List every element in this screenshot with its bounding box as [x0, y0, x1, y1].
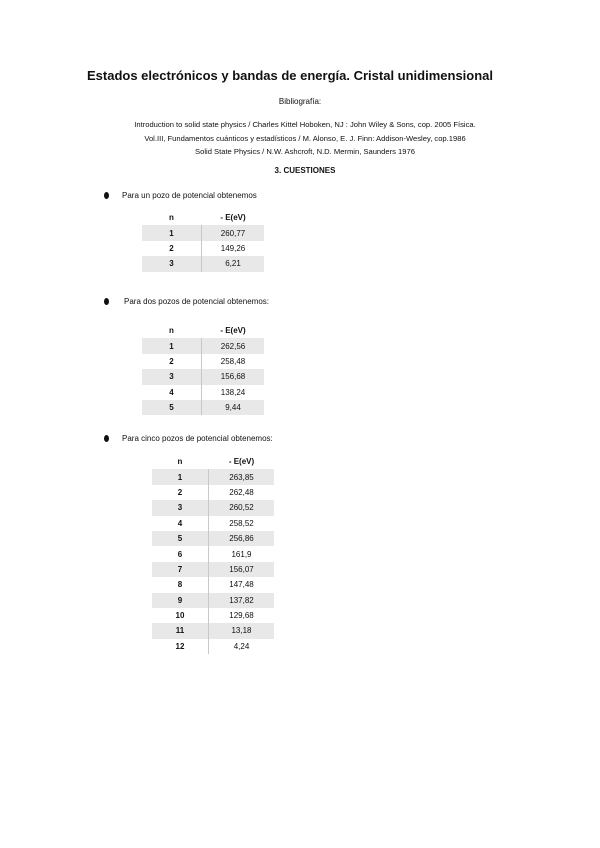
cell-n: 4 [169, 387, 174, 397]
cell-energy: 13,18 [209, 623, 275, 638]
cell-n: 2 [169, 356, 174, 366]
cell-n: 2 [177, 487, 183, 497]
table-row [142, 338, 264, 353]
energy-table [142, 323, 264, 415]
cell-energy: 138,24 [202, 385, 265, 400]
cell-n: 1 [142, 338, 202, 353]
cell-energy: 258,48 [202, 354, 265, 369]
table-row [152, 608, 274, 623]
column-header-energy: - E(eV) [202, 210, 265, 225]
table-row [142, 256, 264, 271]
cell-n: 10 [175, 611, 185, 621]
column-header-n: n [169, 326, 174, 336]
energy-table [152, 454, 274, 654]
table-row [142, 241, 264, 256]
cell-n: 5 [142, 400, 202, 415]
cell-energy: 6,21 [202, 256, 265, 271]
cell-n: 7 [152, 562, 209, 577]
table-row [152, 531, 274, 546]
cell-n: 1 [142, 225, 202, 240]
bullet-icon [104, 435, 109, 442]
bibliography-entry: Introduction to solid state physics / Charles Kittel Hoboken, NJ : John Wiley & Sons, cop. 2005 Física. [134, 120, 476, 129]
table-row [152, 516, 274, 531]
cell-energy: 260,52 [209, 500, 275, 515]
cell-energy: 161,9 [209, 546, 275, 561]
table-row [142, 354, 264, 369]
cell-n: 3 [142, 369, 202, 384]
table-row [152, 485, 274, 500]
table-row [152, 546, 274, 561]
column-header-energy: - E(eV) [209, 454, 275, 469]
item-text: Para cinco pozos de potencial obtenemos: [122, 434, 273, 443]
table-row [142, 385, 264, 400]
cell-energy: 149,26 [202, 241, 265, 256]
table-header-row [142, 210, 264, 225]
column-header-n: n [169, 213, 174, 223]
table-row [152, 623, 274, 638]
cell-energy: 256,86 [209, 531, 275, 546]
cell-energy: 263,85 [209, 469, 275, 484]
table-row [152, 577, 274, 592]
cell-n: 9 [152, 593, 209, 608]
bibliography-entry: Vol.III, Fundamentos cuánticos y estadísticos / M. Alonso, E. J. Finn: Addison-Wesley, cop.1986 [144, 133, 466, 143]
table-row [152, 562, 274, 577]
bibliography-list [0, 118, 600, 159]
table-row [142, 225, 264, 240]
column-header-energy: - E(eV) [202, 323, 265, 338]
cell-energy: 258,52 [209, 516, 275, 531]
energy-table [142, 210, 264, 272]
cell-n: 3 [142, 256, 202, 271]
cell-n: 4 [177, 518, 183, 528]
cell-energy: 4,24 [209, 639, 275, 654]
table-row [142, 369, 264, 384]
cell-energy: 9,44 [202, 400, 265, 415]
item-text: Para un pozo de potencial obtenemos [122, 191, 257, 200]
table-row [152, 593, 274, 608]
cell-energy: 156,68 [202, 369, 265, 384]
table-header-row [152, 454, 274, 469]
table-row [152, 500, 274, 515]
cell-n: 11 [152, 623, 209, 638]
cell-energy: 262,56 [202, 338, 265, 353]
cell-n: 1 [152, 469, 209, 484]
cell-energy: 129,68 [209, 608, 275, 623]
cell-n: 6 [177, 549, 183, 559]
cell-n: 8 [177, 580, 183, 590]
table-row [142, 400, 264, 415]
bullet-icon [104, 298, 109, 305]
cell-energy: 137,82 [209, 593, 275, 608]
cell-n: 5 [152, 531, 209, 546]
table-header-row [142, 323, 264, 338]
cell-n: 2 [169, 243, 174, 253]
item-text: Para dos pozos de potencial obtenemos: [124, 297, 269, 306]
cell-n: 3 [152, 500, 209, 515]
section-heading: 3. CUESTIONES [274, 166, 336, 175]
column-header-n: n [177, 457, 183, 467]
bibliography-entry: Solid State Physics / N.W. Ashcroft, N.D. Mermin, Saunders 1976 [195, 147, 415, 156]
table-row [152, 469, 274, 484]
cell-energy: 260,77 [202, 225, 265, 240]
cell-energy: 262,48 [209, 485, 275, 500]
bullet-icon [104, 192, 109, 199]
table-row [152, 639, 274, 654]
cell-energy: 147,48 [209, 577, 275, 592]
cell-n: 12 [175, 641, 185, 651]
page-title: Estados electrónicos y bandas de energía. Cristal unidimensional [87, 68, 494, 83]
cell-energy: 156,07 [209, 562, 275, 577]
bibliography-heading: Bibliografía: [278, 97, 322, 106]
